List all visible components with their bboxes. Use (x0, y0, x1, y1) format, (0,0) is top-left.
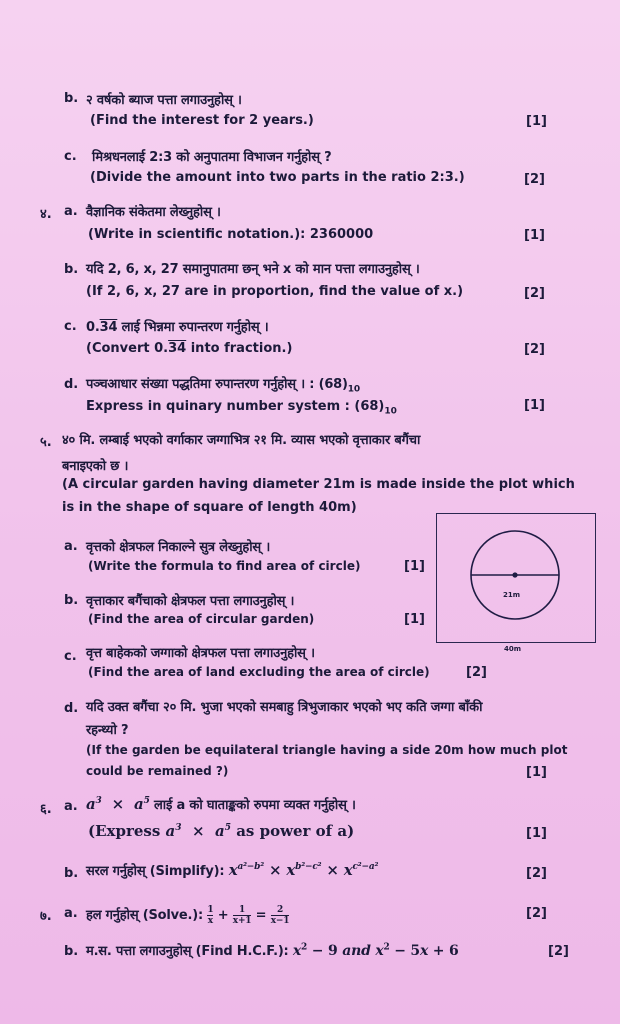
q6-nepali-line1: ४० मि. लम्बाई भएको वर्गाकार जग्गाभित्र २१ मि. व्यास भएको वृत्ताकार बगैंचा (62, 433, 421, 448)
q5a-label: a. (64, 204, 78, 219)
q8b-label: b. (64, 944, 79, 959)
q7b-text: सरल गर्नुहोस् (Simplify): $x^{a^2-b^2} \times x^{b^2-c^2} \times x^{c^2-a^2}$ (86, 861, 379, 879)
q6b-marks: [1] (404, 612, 425, 627)
q4b-label: b. (64, 91, 79, 106)
q5d-label: d. (64, 377, 79, 392)
center-dot (512, 572, 517, 577)
q7-number: ६. (40, 802, 52, 817)
q6d-label: d. (64, 701, 79, 716)
q6-nepali-line2: बनाइएको छ । (62, 459, 129, 474)
q6d-english-line1: (If the garden be equilateral triangle having a side 20m how much plot (86, 743, 568, 757)
q6b-nepali: वृत्ताकार बगैंचाको क्षेत्रफल पत्ता लगाउनुहोस् । (86, 594, 295, 609)
q6d-nepali-line1: यदि उक्त बगैंचा २० मि. भुजा भएको समबाहु त्रिभुजाकार भएको भए कति जग्गा बाँकी (86, 700, 483, 715)
circle-garden-diagram (437, 514, 594, 641)
square-plot-figure (436, 513, 596, 643)
q8a-marks: [2] (526, 906, 547, 921)
q4b-english: (Find the interest for 2 years.) (90, 113, 314, 128)
q5c-english: (Convert 0.34 into fraction.) (86, 341, 293, 356)
q5-number: ४. (40, 207, 52, 222)
q5a-marks: [1] (524, 228, 545, 243)
q8a-text: हल गर्नुहोस् (Solve.): $\frac{1}{x}$ + $\frac{1}{x+1}$ = $\frac{2}{x-1}$ (86, 905, 290, 926)
q4b-marks: [1] (526, 114, 547, 129)
q6-english-line2: is in the shape of square of length 40m) (62, 500, 357, 515)
q5b-label: b. (64, 262, 79, 277)
q7b-marks: [2] (526, 866, 547, 881)
q4c-nepali: मिश्रधनलाई 2:3 को अनुपातमा विभाजन गर्नुहोस् ? (92, 150, 332, 165)
q6d-marks: [1] (526, 765, 547, 780)
q6a-english: (Write the formula to find area of circle) (88, 559, 361, 573)
q6c-english: (Find the area of land excluding the area of circle) (88, 665, 430, 679)
q5b-nepali: यदि 2, 6, x, 27 समानुपातमा छन् भने x को मान पत्ता लगाउनुहोस् । (86, 262, 420, 277)
q6-number: ५. (40, 435, 52, 450)
q6c-nepali: वृत्त बाहेकको जग्गाको क्षेत्रफल पत्ता लगाउनुहोस् । (86, 646, 315, 661)
q6d-english-line2: could be remained ?) (86, 764, 229, 778)
q5c-label: c. (64, 319, 77, 334)
q5b-english: (If 2, 6, x, 27 are in proportion, find the value of x.) (86, 284, 464, 299)
q5b-marks: [2] (524, 286, 545, 301)
q5a-nepali: वैज्ञानिक संकेतमा लेख्नुहोस् । (86, 205, 221, 220)
q4c-marks: [2] (524, 172, 545, 187)
q6c-label: c. (64, 649, 77, 664)
q7a-nepali: $a^3 \times a^5$ लाई a को घाताङ्कको रुपमा व्यक्त गर्नुहोस् । (86, 795, 356, 813)
q8a-label: a. (64, 906, 78, 921)
q6c-marks: [2] (466, 665, 487, 680)
q5d-english: Express in quinary number system : $(68)_{10}$ (86, 399, 397, 417)
q5d-nepali: पञ्चआधार संख्या पद्धतिमा रुपान्तरण गर्नुहोस् । : $(68)_{10}$ (86, 377, 360, 395)
q6b-label: b. (64, 593, 79, 608)
q7b-label: b. (64, 866, 79, 881)
q6a-marks: [1] (404, 559, 425, 574)
q8-number: ७. (40, 909, 52, 924)
q8b-text: म.स. पत्ता लगाउनुहोस् (Find H.C.F.): $x^2 - 9$ and $x^2 - 5x + 6$ (86, 942, 459, 959)
q4c-label: c. (64, 149, 77, 164)
q5d-marks: [1] (524, 398, 545, 413)
q6a-nepali: वृत्तको क्षेत्रफल निकाल्ने सुत्र लेख्नुहोस् । (86, 540, 271, 555)
q7a-english: (Express $a^3 \times a^5$ as power of a) (88, 822, 355, 840)
q6a-label: a. (64, 539, 78, 554)
q5c-nepali: 0.34 लाई भिन्नमा रुपान्तरण गर्नुहोस् । (86, 320, 269, 335)
side-label: 40m (504, 645, 522, 653)
q7a-marks: [1] (526, 826, 547, 841)
q6d-nepali-line2: रहन्थ्यो ? (86, 723, 129, 738)
q6b-english: (Find the area of circular garden) (88, 612, 315, 626)
q4c-english: (Divide the amount into two parts in the ratio 2:3.) (90, 170, 465, 185)
diameter-label: 21m (503, 591, 521, 599)
q5c-marks: [2] (524, 342, 545, 357)
q4b-nepali: २ वर्षको ब्याज पत्ता लगाउनुहोस् । (86, 93, 242, 108)
q7a-label: a. (64, 799, 78, 814)
q6-english-line1: (A circular garden having diameter 21m is made inside the plot which (62, 477, 575, 492)
q5a-english: (Write in scientific notation.): 2360000 (88, 227, 374, 242)
q8b-marks: [2] (548, 944, 569, 959)
